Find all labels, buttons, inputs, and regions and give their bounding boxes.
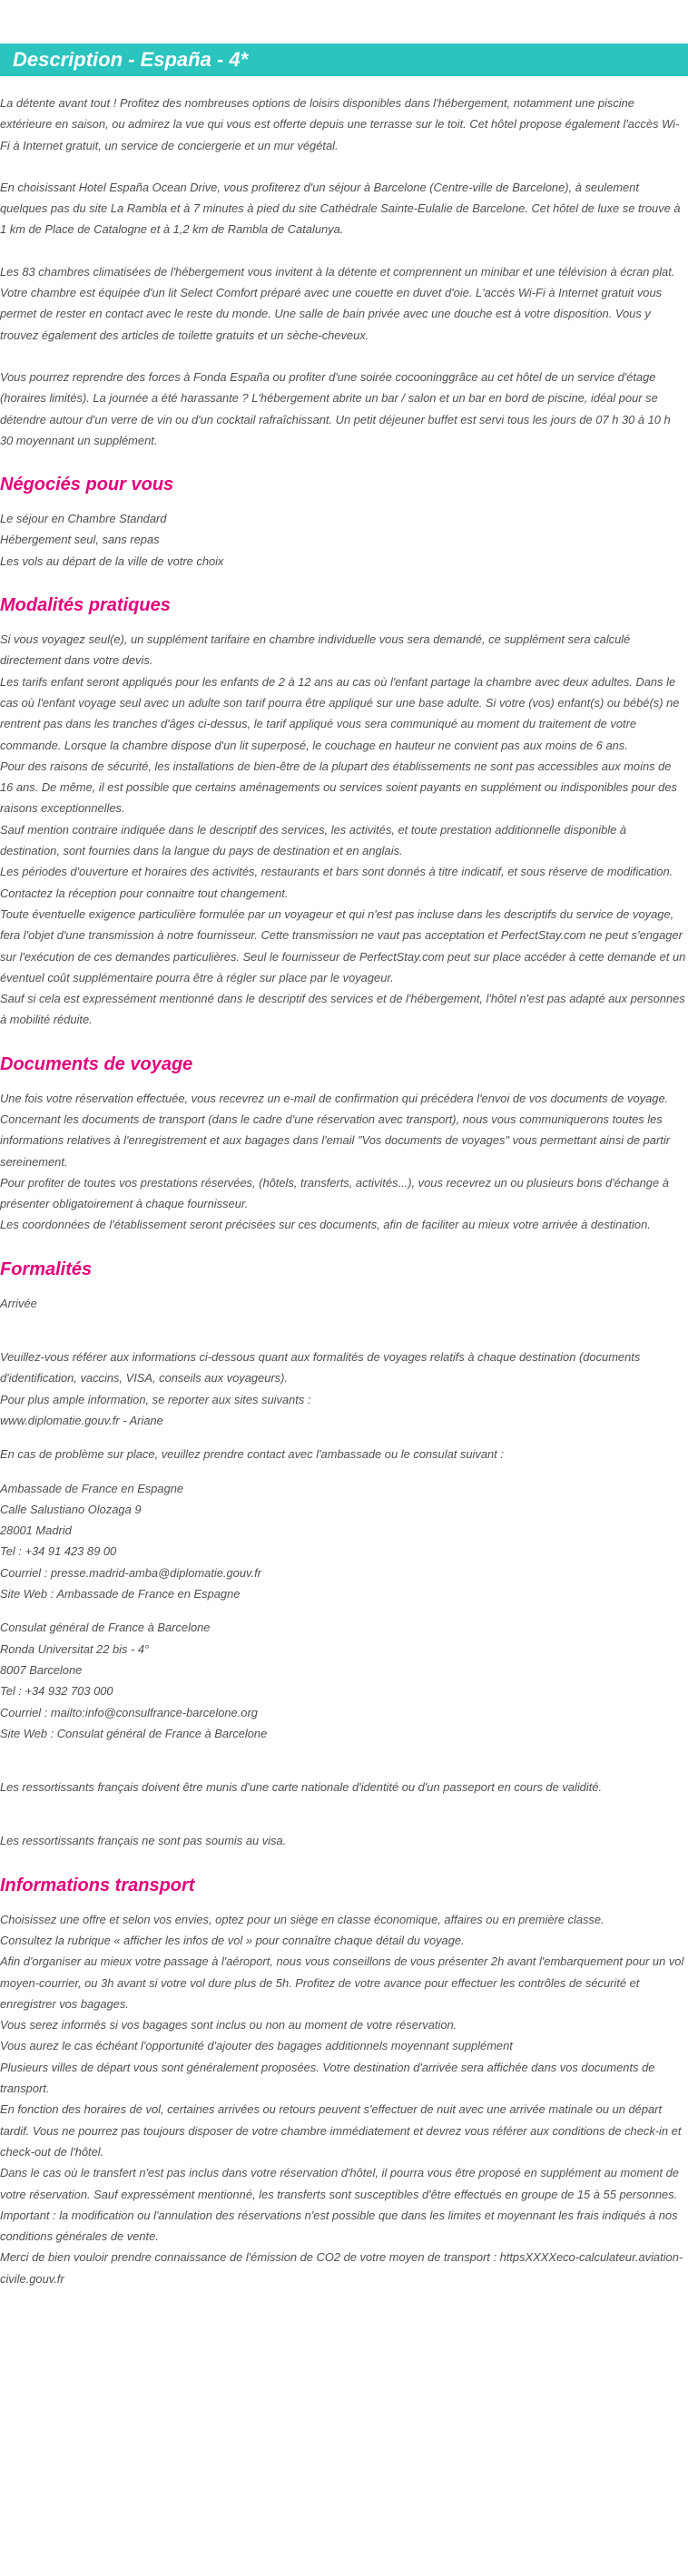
description-paragraph: Vous pourrez reprendre des forces à Fonda España ou profiter d'une soirée cocooninggrâce au cet hôtel de un service d'étage (horaires limités). La journée a été harassante ? L'hébergement abrite un bar / salon et un bar en bord de piscine, idéal pour se détendre autour d'un verre de vin ou d'un cocktail rafraîchissant. Un petit déjeuner buffet est servi tous les jours de 07 h 30 à 10 h 30 moyennant un supplément. [0,369,671,447]
formalites-carte: Les ressortissants français doivent être munis d'une carte nationale d'identité ou d'un passeport en cours de validité. [0,1780,603,1795]
transport-text: Choisissez une offre et selon vos envies, optez pour un siège en classe économique, affaires ou en première classe. Consultez la rubrique « afficher les infos de vol » pour connaître chaque détail du voyage. Afin d'organiser au mieux votre passage à l'aéroport, nous vous conseillons de vous présenter 2h avant l'embarquement pour un vol moyen-courrier, ou 3h avant si votre vol dure plus de 5h. Profitez de votre avance pour effectuer les contrôles de sécurité et enregistrer vos bagages. Vous serez informés si vos bagages sont inclus ou non au moment de votre réservation. Vous aurez le cas échéant l'opportunité d'ajouter des bagages additionnels moyennant supplément Plusieurs villes de départ vous sont généralement proposées. Votre destination d'arrivée sera affichée dans vos documents de transport. En fonction des horaires de vol, certaines arrivées ou retours peuvent s'effectuer de nuit avec une arrivée matinale ou un départ tardif. Vous ne pourrez pas toujours disposer de votre chambre immédiatement et devrez vous référer aux conditions de check-in et check-out de l'hôtel. Dans le cas où le transfert n'est pas inclus dans votre réservation d'hôtel, il pourra vous être proposé en supplément au moment de votre réservation. Sauf expressément mentionné, les transferts sont susceptibles d'être effectués en groupe de 15 à 55 personnes. Important : la modification ou l'annulation des réservations n'est possible que dans les limites et moyennant les frais indiqués à nos conditions générales de vente. Merci de bien vouloir prendre connaissance de l'émission de CO2 de votre moyen de transport : httpsXXXXeco-calculateur.aviation-civile.gouv.fr [0,1912,684,2286]
negocies-heading: Négociés pour vous [0,475,174,495]
consulat-block: Consulat général de France à Barcelone Ronda Universitat 22 bis - 4° 8007 Barcelone Tel : +34 932 703 000 Courriel : mailto:info@consulfrance-barcelone.org Site Web : Consulat général de France à Barcelone [0,1621,268,1740]
transport-section [0,1873,686,2289]
modalites-text: Si vous voyagez seul(e), un supplément tarifaire en chambre individuelle vous sera demandé, ce supplément sera calculé directement dans votre devis. Les tarifs enfant seront appliqués pour les enfants de 2 à 12 ans au cas où l'enfant partage la chambre avec deux adultes. Dans le cas où l'enfant voyage seul avec un adulte son tarif pourra être appliqué sur une base adulte. Si votre (vos) enfant(s) ou bébé(s) ne rentrent pas dans les tranches d'âges ci-dessus, le tarif appliqué vous sera communiqué au moment du traitement de votre commande. Lorsque la chambre dispose d'un lit superposé, le couchage en hauteur ne convient pas aux moins de 6 ans. Pour des raisons de sécurité, les installations de bien-être de la plupart des établissements ne sont pas accessibles aux moins de 16 ans. De même, il est possible que certains aménagements ou services soient payants en supplément ou indisponibles pour des raisons exceptionnelles. Sauf mention contraire indiquée dans le descriptif des services, les activités, et toute prestation additionnelle disponible à destination, sont fournies dans la langue du pays de destination et en anglais. Les périodes d'ouverture et horaires des activités, restaurants et bars sont donnés à titre indicatif, et sous réserve de modification. Contactez la réception pour connaitre tout changement. Toute éventuelle exigence particulière formulée par un voyageur et qui n'est pas incluse dans les descriptifs du service de voyage, fera l'objet d'une transmission à notre fournisseur. Cette transmission ne vaut pas acceptation et PerfectStay.com ne peut s'engager sur l'exécution de ces demandes particulières. Seul le fournisseur de PerfectStay.com peut sur place accéder à cette demande et un éventuel coût supplémentaire pourra être à régler sur place par le voyageur. Sauf si cela est expressément mentionné dans le descriptif des services et de l'hébergement, l'hôtel n'est pas adapté aux personnes à mobilité réduite. [0,632,686,1027]
content [0,93,686,2289]
ambassade-block: Ambassade de France en Espagne Calle Salustiano Olozaga 9 28001 Madrid Tel : +34 91 423 89 00 Courriel : presse.madrid-amba@diplomatie.gouv.fr Site Web : Ambassade de France en Espagne [0,1481,261,1601]
formalites-arrivee: Arrivée [0,1296,37,1310]
modalites-heading: Modalités pratiques [0,595,171,616]
formalites-visa: Les ressortissants français ne sont pas soumis au visa. [0,1834,287,1848]
modalites-section [0,593,686,1031]
documents-heading: Documents de voyage [0,1053,193,1074]
description-paragraph: En choisissant Hotel España Ocean Drive, vous profiterez d'un séjour à Barcelone (Centre-ville de Barcelone), à seulement quelques pas du site La Rambla et à 7 minutes à pied du site Cathédrale Sainte-Eulalie de Barcelone. Cet hôtel de luxe se trouve à 1 km de Place de Catalogne et à 1,2 km de Rambla de Catalunya. [0,180,681,237]
formalites-heading: Formalités [0,1259,93,1279]
negocies-section [0,472,686,572]
transport-heading: Informations transport [0,1875,195,1895]
description-paragraph: La détente avant tout ! Profitez des nombreuses options de loisirs disponibles dans l'hébergement, notamment une piscine extérieure en saison, ou admirez la vue qui vous est offerte depuis une terrasse sur le toit. Cet hôtel propose également l'accès Wi-Fi à Internet gratuit, un service de conciergerie et un mur végétal. [0,96,680,152]
description-paragraph: Les 83 chambres climatisées de l'hébergement vous invitent à la détente et comprennent un minibar et une télévision à écran plat. Votre chambre est équipée d'un lit Select Comfort préparé avec une couette en duvet d'oie. L'accès Wi-Fi à Internet gratuit vous permet de rester en contact avec le reste du monde. Une salle de bain privée avec une douche est à votre disposition. Vous y trouvez également des articles de toilette gratuits et un sèche-cheveux. [0,264,675,342]
negocies-text: Le séjour en Chambre Standard Hébergement seul, sans repas Les vols au départ de la ville de votre choix [0,512,224,568]
documents-text: Une fois votre réservation effectuée, vous recevrez un e-mail de confirmation qui précédera l'envoi de vos documents de voyage. Concernant les documents de transport (dans le cadre d'une réservation avec transport), nous vous communiquerons toutes les informations relatives à l'enregistrement et aux bagages dans l'email "Vos documents de voyages" vous permettant ainsi de partir sereinement. Pour profiter de toutes vos prestations réservées, (hôtels, transferts, activités...), vous recevrez un ou plusieurs bons d'échange à présenter obligatoirement à chaque fournisseur. Les coordonnées de l'établissement seront précisées sur ces documents, afin de faciliter au mieux votre arrivée à destination. [0,1091,671,1232]
formalites-refer: Veuillez-vous référer aux informations ci-dessous quant aux formalités de voyages relatifs à chaque destination (documents d'identification, vaccins, VISA, conseils aux voyageurs). Pour plus ample information, se reporter aux sites suivants : www.diplomatie.gouv.fr - Ariane [0,1350,641,1427]
description-section [0,93,686,451]
documents-section [0,1052,686,1236]
formalites-probleme: En cas de problème sur place, veuillez prendre contact avec l'ambassade ou le consulat suivant : [0,1447,504,1462]
description-banner: Description - España - 4* [0,44,688,76]
formalites-section [0,1257,686,1852]
